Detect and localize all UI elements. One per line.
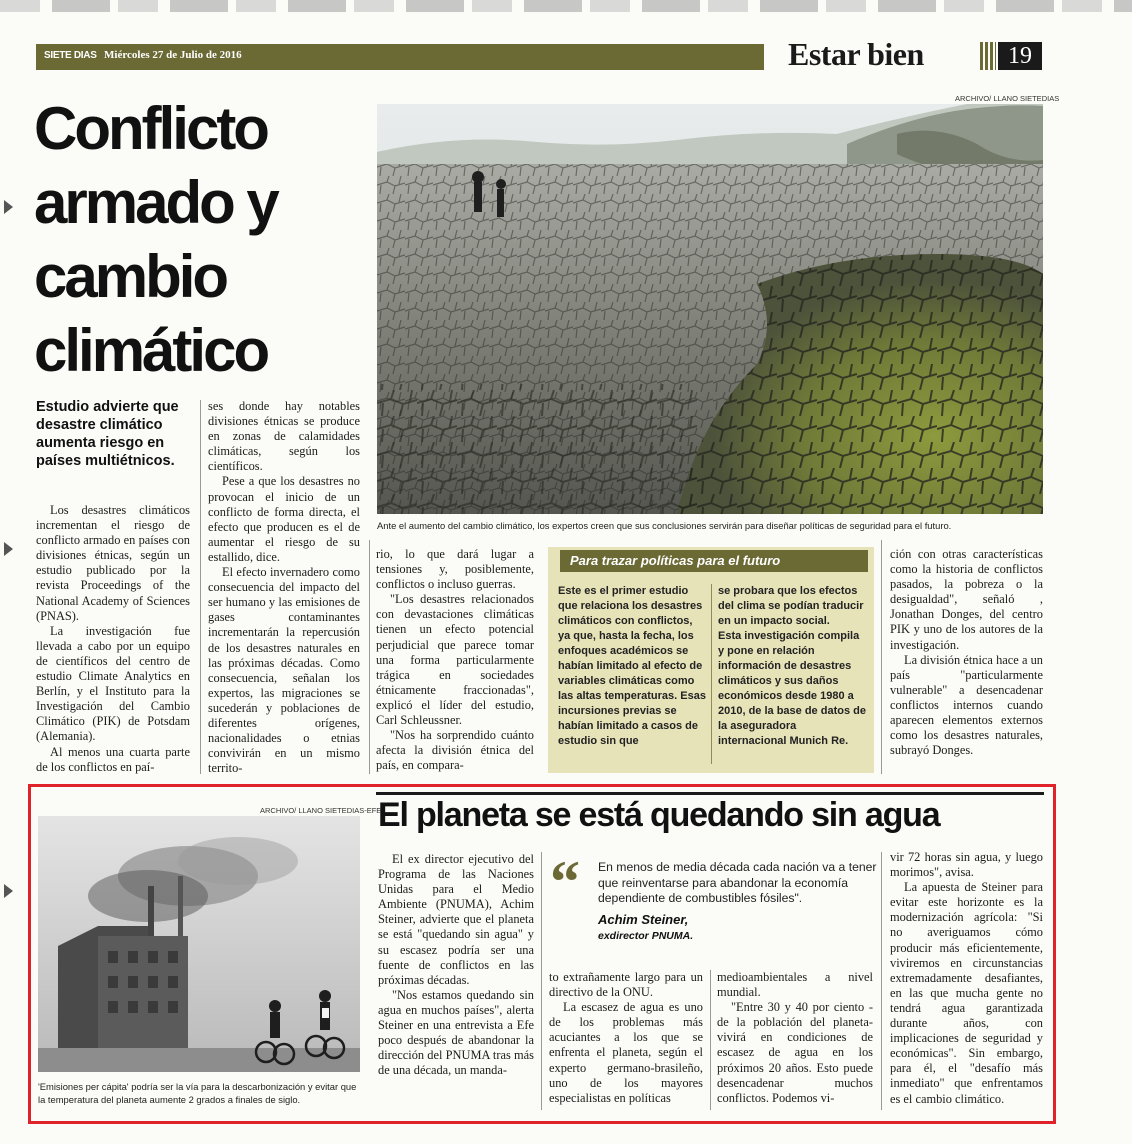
- article-title: [34, 92, 354, 388]
- column-divider: [369, 540, 370, 774]
- drought-photo: [377, 104, 1043, 514]
- title-line: Conflicto: [34, 95, 267, 162]
- paragraph: El ex director ejecutivo del Programa de las Naciones Unidas para el Medio Ambiente (PNUMA), Achim Steiner, advierte que el planeta se está "quedando sin agua" y su escasez podría ser una fuente de conflictos en las próximas décadas.: [378, 852, 534, 987]
- paragraph: La investigación fue llevada a cabo por un equipo de científicos del centro de estudio Climate Analytics en Berlín, y el Instituto para la Investigación del Cambio Climático (PIK) de Potsdam (Alemania).: [36, 623, 190, 744]
- paragraph: Esta investigación compila y pone en relación información de desastres climáticos y sus daños económicos desde 1980 a 2010, de la base de datos de la aseguradora internacional Munich Re.: [718, 630, 866, 747]
- column-divider: [710, 970, 711, 1110]
- article-2-title: El planeta se está quedando sin agua: [378, 796, 940, 834]
- paragraph: "Entre 30 y 40 por ciento -de la población del planeta- vivirá en condiciones de escasez de agua en los próximos 20 años. Esto puede desencadenar muchos conflictos. Podemos vi-: [717, 1000, 873, 1105]
- paragraph: ción con otras características como la historia de conflictos pasados, la pobreza o la desigualdad", señaló , Jonathan Donges, del centro PIK y uno de los autores de la investigación.: [890, 547, 1043, 652]
- paragraph: El efecto invernadero como consecuencia del impacto del ser humano y las emisiones de gases contaminantes incrementarán la repercusión de los desastres naturales en las próximas décadas. Como consecuencia, señalan los expertos, las migraciones se sucederán y poblaciones de diferentes orígenes, nacionalidades o etnias convivirán en un mismo territo-: [208, 565, 360, 776]
- article-column-1: [36, 503, 190, 775]
- paragraph: La escasez de agua es uno de los problemas más acuciantes a los que se enfrenta el planeta, según el experto germano-brasileño, uno de los mayores especialistas en políticas: [549, 1000, 703, 1105]
- paragraph: La división étnica hace a un país "particularmente vulnerable" a desencadenar conflictos internos cuando aparecen elementos externos como los desastres naturales, subrayó Donges.: [890, 652, 1043, 758]
- factory-smoke-photo: [38, 816, 360, 1072]
- column-divider: [541, 852, 542, 1110]
- page-number-stripes: [980, 42, 996, 70]
- column-divider: [881, 540, 882, 774]
- paragraph: vir 72 horas sin agua, y luego morimos", avisa.: [890, 850, 1043, 880]
- paragraph: ses donde hay notables divisiones étnicas se produce en zonas de calamidades climáticas, según los científicos.: [208, 399, 360, 474]
- photo-caption: 'Emisiones per cápita' podría ser la vía para la descarbonización y evitar que la temperatura del planeta aumente 2 grados a finales de siglo.: [38, 1081, 357, 1105]
- publication-date: Miércoles 27 de Julio de 2016: [104, 49, 242, 61]
- photo-caption: Ante el aumento del cambio climático, los expertos creen que sus conclusiones servirán para diseñar políticas de seguridad para el futuro.: [377, 520, 952, 531]
- paragraph: medioambientales a nivel mundial.: [717, 970, 873, 1000]
- quote-author: Achim Steiner,: [598, 912, 689, 927]
- paragraph: Los desastres climáticos incrementan el riesgo de conflicto armado en países con divisiones étnicas, según un estudio publicado por la revista Proceedings of the National Academy of Sciences (PNAS).: [36, 503, 190, 623]
- margin-arrow-icon: [4, 542, 13, 556]
- article-2-column-3: [717, 970, 873, 1106]
- quote-mark-icon: “: [550, 849, 580, 915]
- article-2-column-1: [378, 852, 534, 1078]
- paragraph: se probara que los efectos del clima se podían traducir en un impacto social.: [718, 585, 864, 627]
- paragraph: "Nos ha sorprendido cuánto afecta la división étnica del país, en compara-: [376, 728, 534, 773]
- sidebar-box-title: Para trazar políticas para el futuro: [560, 550, 868, 572]
- article-column-2: [208, 399, 360, 776]
- title-line: climático: [34, 317, 268, 384]
- margin-arrow-icon: [4, 884, 13, 898]
- article-2-column-4: [890, 850, 1043, 1107]
- article-column-3: [376, 547, 534, 773]
- article-2-column-2: [549, 970, 703, 1106]
- page-number: 19: [998, 42, 1042, 70]
- article-column-4: [890, 547, 1043, 758]
- article-deck: Estudio advierte que desastre climático aumenta riesgo en países multiétnicos.: [36, 399, 179, 469]
- paragraph: rio, lo que dará lugar a tensiones y, posiblemente, conflictos o incluso guerras.: [376, 547, 534, 592]
- margin-arrow-icon: [4, 200, 13, 214]
- paragraph: Al menos una cuarta parte de los conflictos en paí-: [36, 744, 190, 774]
- column-divider: [881, 852, 882, 1110]
- sidebar-box-column-2: [718, 584, 866, 749]
- paragraph: Este es el primer estudio que relaciona los desastres climáticos con conflictos, ya que, hasta la fecha, los enfoques académicos se habían limitado al efecto de variables climáticas como las altas temperaturas. Esas incursiones previas se habían limitado a casos de estudio sin que: [558, 585, 706, 747]
- paragraph: La apuesta de Steiner para evitar este horizonte es la modernización agrícola: "Si no averiguamos cómo producir más eficientemente, viviremos en circunstancias extremadamente desafiantes, en las que mucha gente no tendrá agua garantizada durante años, con implicaciones de seguridad y económicas". Sin embargo, para él, el "desafío más inmediato" que enfrentamos es el cambio climático.: [890, 880, 1043, 1106]
- title-line: armado y: [34, 169, 277, 236]
- sidebar-box-column-1: [558, 584, 706, 749]
- title-line: cambio: [34, 243, 227, 310]
- section-title: Estar bien: [788, 36, 924, 72]
- photo-credit: ARCHIVO/ LLANO SIETEDIAS: [955, 94, 1060, 103]
- title-rule: [376, 792, 1044, 795]
- paragraph: to extrañamente largo para un directivo de la ONU.: [549, 970, 703, 1000]
- top-edge-strip: [0, 0, 1132, 12]
- newspaper-brand: SIETE DIAS: [44, 50, 97, 61]
- paragraph: "Los desastres relacionados con devastaciones climáticas tienen un efecto potencial perjudicial que parece tomar una forma particularmente trágica en sociedades étnicamente fraccionadas", explicó el líder del estudio, Carl Schleussner.: [376, 592, 534, 728]
- photo-credit: ARCHIVO/ LLANO SIETEDIAS-EFE: [260, 806, 382, 815]
- column-divider: [711, 584, 712, 764]
- pull-quote: En menos de media década cada nación va a tener que reinventarse para abandonar la economía dependiente de combustibles fósiles".: [598, 860, 877, 905]
- paragraph: Pese a que los desastres no provocan el inicio de un conflicto de forma directa, el efecto que producen es el de aumentar el riesgo de su estallido, dice.: [208, 474, 360, 564]
- column-divider: [200, 400, 201, 774]
- paragraph: "Nos estamos quedando sin agua en muchos países", alerta Steiner en una entrevista a Efe poco después de abandonar la dirección del PNUMA tras más de una década, un manda-: [378, 987, 534, 1078]
- quote-author-role: exdirector PNUMA.: [598, 930, 694, 942]
